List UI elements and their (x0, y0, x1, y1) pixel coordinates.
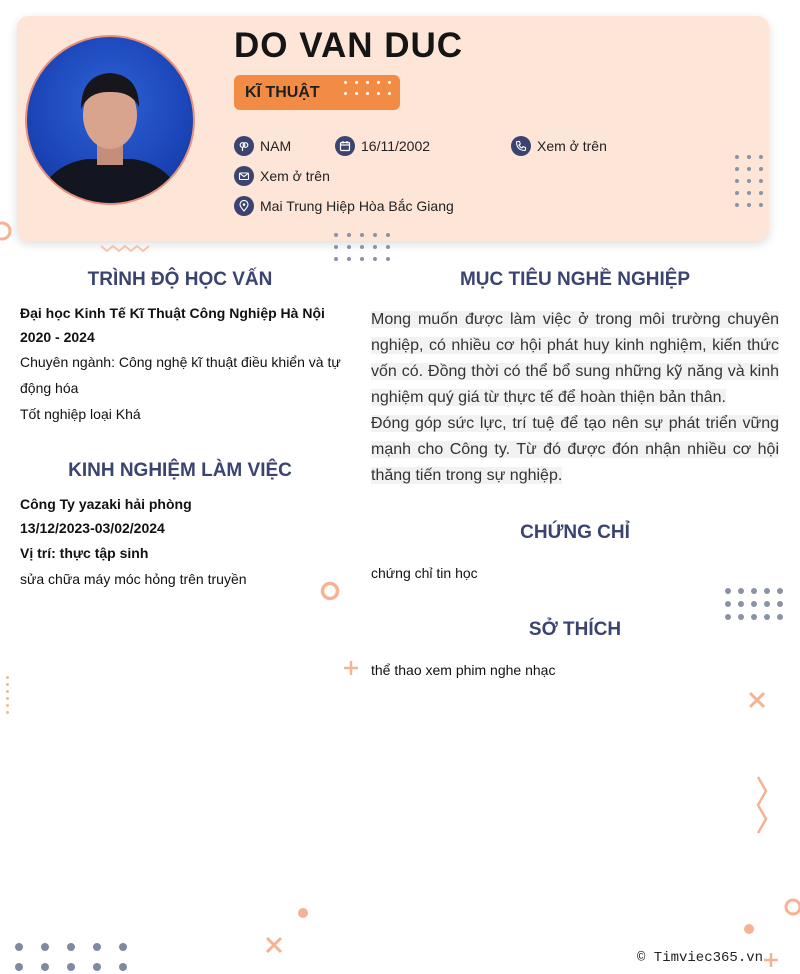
dot-decoration-bottom (296, 906, 310, 920)
job-title-badge (234, 75, 400, 110)
cross-decoration-right (747, 690, 767, 710)
objective-title: MỤC TIÊU NGHỀ NGHIỆP (459, 269, 691, 290)
dot-decoration-bottom-right (742, 922, 756, 936)
plus-decoration (342, 659, 360, 677)
email-value: Xem ở trên (260, 168, 330, 184)
certificates-title: CHỨNG CHỈ (520, 522, 630, 543)
gender-icon (234, 136, 254, 156)
zigzag-decoration-right (754, 775, 770, 837)
ring-decoration-left (0, 220, 14, 244)
education-major-line1: Chuyên ngành: Công nghệ kĩ thuật điều khiển và tự (20, 354, 341, 370)
experience-period: 13/12/2023-03/02/2024 (20, 520, 165, 536)
birthday-value: 16/11/2002 (361, 138, 431, 154)
cross-decoration-bottom (264, 935, 284, 955)
calendar-icon (335, 136, 355, 156)
location-pin-icon (234, 196, 254, 216)
mail-icon (234, 166, 254, 186)
education-title: TRÌNH ĐỘ HỌC VẤN (87, 269, 273, 290)
gender-value: NAM (260, 138, 292, 154)
certificate-item: chứng chỉ tin học (371, 565, 478, 581)
address-info (234, 196, 454, 216)
objective-paragraph-1: Mong muốn được làm việc ở trong môi trường chuyên nghiệp, có nhiều cơ hội phát huy kinh nghiệm, kiến thức vốn có. Đồng thời có thể bổ sung những kỹ năng và kinh nghiệm quý giá từ thực tế để hoàn thiện bản thân. (371, 311, 779, 406)
objective-paragraph-2: Đóng góp sức lực, trí tuệ để tạo nên sự phát triển vững mạnh cho Công ty. Từ đó được đón nhận nhiều cơ hội thăng tiến trong sự nghiệp. (371, 415, 779, 484)
experience-title: KINH NGHIỆM LÀM VIỆC (68, 460, 292, 481)
experience-description: sửa chữa máy móc hỏng trên truyền (20, 571, 247, 587)
ring-decoration-right (782, 896, 800, 918)
address-value: Mai Trung Hiệp Hòa Bắc Giang (260, 198, 454, 214)
avatar-photo (27, 37, 193, 203)
hobbies-title: SỞ THÍCH (528, 619, 622, 640)
phone-icon (511, 136, 531, 156)
education-graduation: Tốt nghiệp loại Khá (20, 406, 141, 422)
plus-decoration-bottom (762, 951, 780, 969)
education-major-line2: động hóa (20, 380, 79, 396)
education-school: Đại học Kinh Tế Kĩ Thuật Công Nghiệp Hà Nội (20, 305, 325, 321)
phone-info (511, 136, 607, 156)
candidate-name: DO VAN DUC (234, 26, 464, 65)
footer-watermark: © Timviec365.vn (637, 950, 764, 966)
job-title: KĨ THUẬT (245, 84, 320, 101)
phone-value: Xem ở trên (537, 138, 607, 154)
zigzag-decoration-top (100, 244, 154, 254)
experience-position: Vị trí: thực tập sinh (20, 545, 149, 561)
hobby-item: thể thao xem phim nghe nhạc (371, 662, 556, 678)
avatar (25, 35, 195, 205)
experience-company: Công Ty yazaki hải phòng (20, 496, 192, 512)
ring-decoration-middle (319, 580, 341, 602)
gender-info (234, 136, 291, 156)
email-info (234, 166, 330, 186)
education-period: 2020 - 2024 (20, 329, 95, 345)
objective-text (371, 307, 779, 489)
birthday-info (335, 136, 430, 156)
